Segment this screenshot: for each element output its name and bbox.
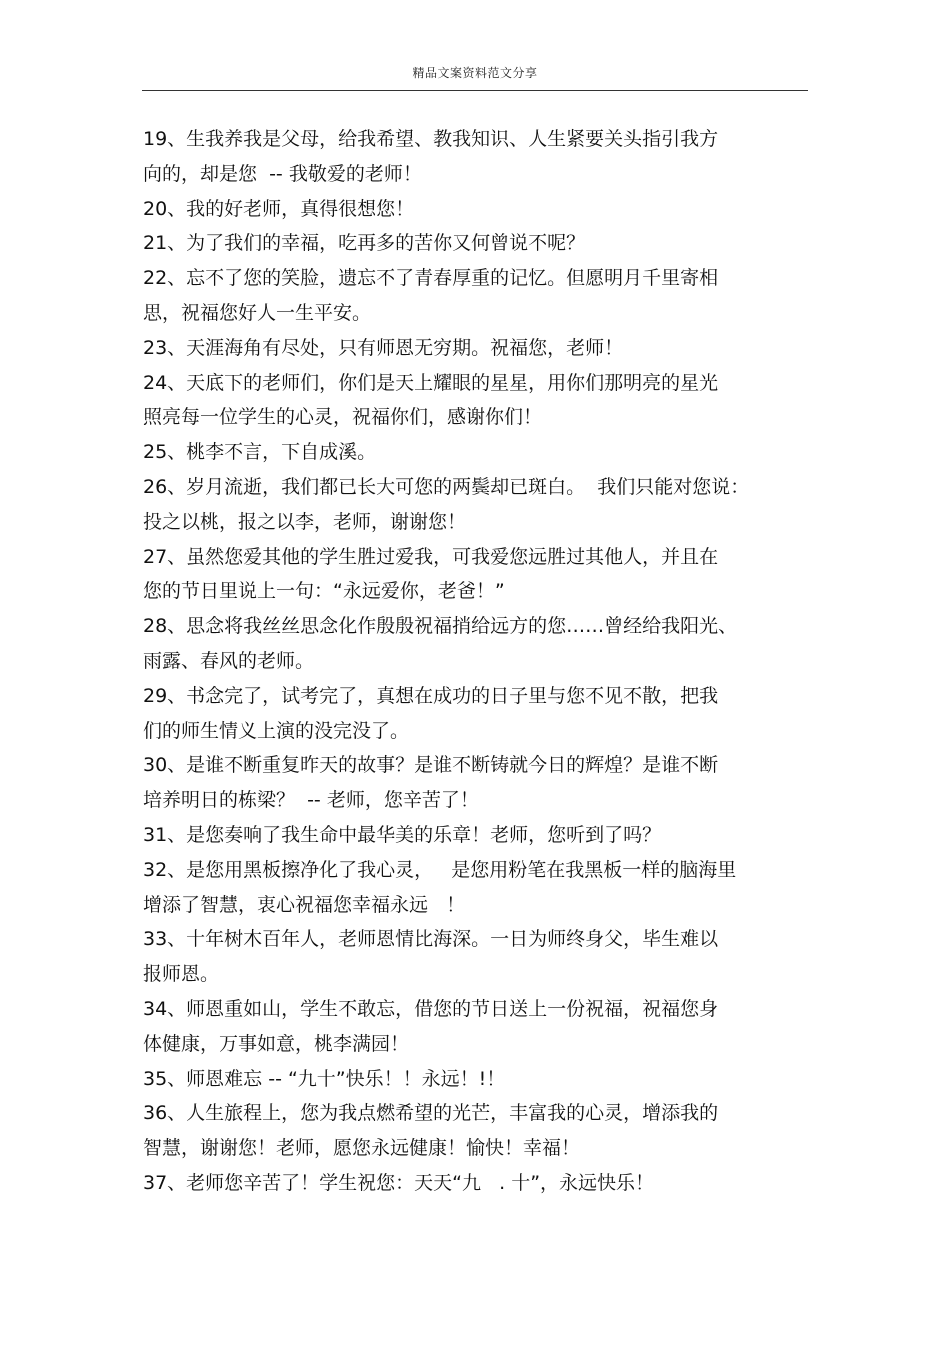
text-line: 33、十年树木百年人，老师恩情比海深。一日为师终身父，毕生难以 [143, 928, 719, 951]
paragraph-entry [143, 748, 793, 818]
text-line: 37、老师您辛苦了！学生祝您：天天“九 . 十”，永远快乐！ [143, 1171, 655, 1194]
text-line: 照亮每一位学生的心灵，祝福你们，感谢你们！ [143, 406, 543, 429]
text-line: 19、生我养我是父母，给我希望、教我知识、人生紧要关头指引我方 [143, 128, 719, 150]
text-line: 23、天涯海角有尽处，只有师恩无穷期。祝福您，老师！ [143, 336, 624, 359]
paragraph-entry [143, 122, 793, 192]
text-line: 报师恩。 [143, 963, 220, 986]
text-line: 36、人生旅程上，您为我点燃希望的光芒，丰富我的心灵，增添我的 [143, 1102, 719, 1125]
text-line: 培养明日的栋梁？ -- 老师，您辛苦了！ [143, 789, 479, 812]
text-line: 24、天底下的老师们，你们是天上耀眼的星星，用你们那明亮的星光 [143, 371, 719, 394]
text-line: 29、书念完了，试考完了，真想在成功的日子里与您不见不散，把我 [143, 684, 719, 707]
paragraph-entry [143, 540, 793, 610]
paragraph-entry [143, 192, 793, 227]
text-line: 增添了智慧，衷心祝福您幸福永远 ！ [143, 893, 466, 916]
paragraph-entry [143, 679, 793, 749]
text-line: 体健康，万事如意，桃李满园！ [143, 1032, 410, 1055]
text-line: 向的，却是您 -- 我敬爱的老师！ [143, 162, 422, 185]
paragraph-entry [143, 992, 793, 1062]
paragraph-entry [143, 261, 793, 331]
text-line: 35、师恩难忘 -- “九十”快乐！！永远！!！ [143, 1067, 506, 1090]
paragraph-entry [143, 853, 793, 923]
paragraph-entry [143, 435, 793, 470]
paragraph-entry [143, 226, 793, 261]
text-line: 27、虽然您爱其他的学生胜过爱我，可我爱您远胜过其他人，并且在 [143, 545, 719, 568]
text-line: 32、是您用黑板擦净化了我心灵， 是您用粉笔在我黑板一样的脑海里 [143, 858, 737, 881]
text-line: 25、桃李不言，下自成溪。 [143, 441, 377, 464]
paragraph-entry [143, 1096, 793, 1166]
paragraph-entry [143, 470, 793, 540]
header-divider [142, 90, 808, 91]
text-line: 28、思念将我丝丝思念化作殷殷祝福捎给远方的您……曾经给我阳光、 [143, 615, 738, 638]
paragraph-entry [143, 331, 793, 366]
text-line: 智慧，谢谢您！老师，愿您永远健康！愉快！幸福！ [143, 1137, 581, 1160]
text-line: 20、我的好老师，真得很想您！ [143, 197, 415, 220]
paragraph-entry [143, 818, 793, 853]
text-line: 34、师恩重如山，学生不敢忘，借您的节日送上一份祝福，祝福您身 [143, 997, 719, 1020]
paragraph-entry [143, 366, 793, 436]
text-line: 22、忘不了您的笑脸，遗忘不了青春厚重的记忆。但愿明月千里寄相 [143, 267, 719, 290]
text-line: 31、是您奏响了我生命中最华美的乐章！老师，您听到了吗？ [143, 823, 662, 846]
text-line: 您的节日里说上一句：“永远爱你，老爸！” [143, 580, 505, 603]
page-header: 精品文案资料范文分享 [412, 66, 538, 80]
paragraph-entry [143, 1062, 793, 1097]
text-line: 投之以桃，报之以李，老师，谢谢您！ [143, 510, 467, 533]
paragraph-entry [143, 609, 793, 679]
text-line: 们的师生情义上演的没完没了。 [143, 719, 410, 742]
text-line: 30、是谁不断重复昨天的故事？是谁不断铸就今日的辉煌？是谁不断 [143, 754, 719, 777]
document-body [143, 122, 793, 1201]
text-line: 26、岁月流逝，我们都已长大可您的两鬓却已斑白。 我们只能对您说： [143, 475, 750, 498]
text-line: 21、为了我们的幸福，吃再多的苦你又何曾说不呢？ [143, 232, 586, 255]
paragraph-entry [143, 1166, 793, 1201]
text-line: 雨露、春风的老师。 [143, 649, 315, 672]
text-line: 思，祝福您好人一生平安。 [143, 301, 372, 324]
paragraph-entry [143, 922, 793, 992]
